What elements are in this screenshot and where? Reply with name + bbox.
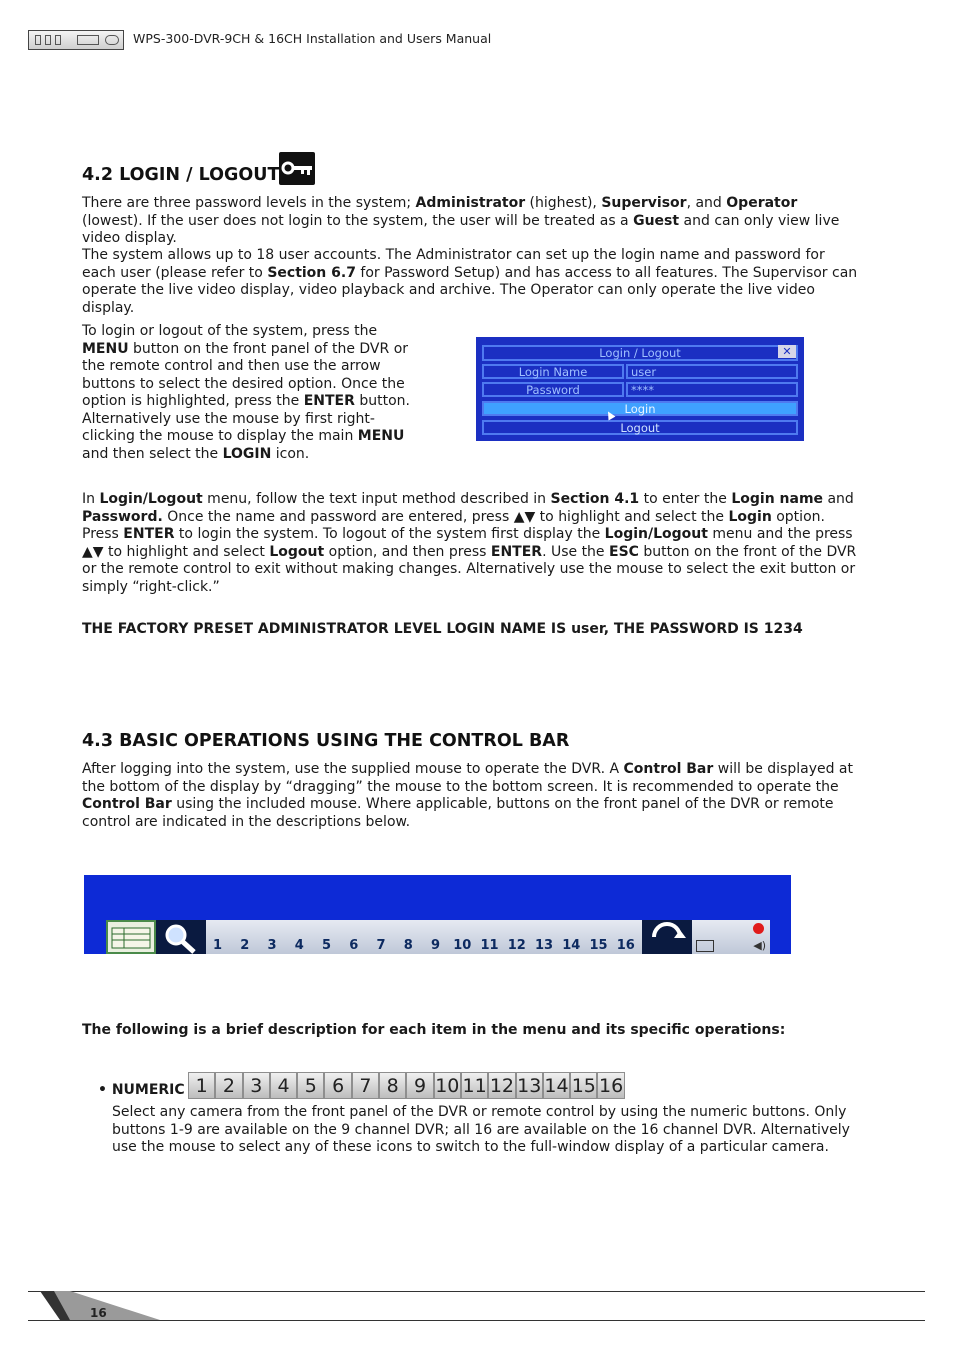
close-icon[interactable]: ✕ xyxy=(778,345,796,358)
control-bar-channel-12[interactable]: 12 xyxy=(507,938,526,953)
control-bar-channel-15[interactable]: 15 xyxy=(589,938,608,953)
login-name-field[interactable]: user xyxy=(626,364,798,379)
page-number: 16 xyxy=(90,1306,107,1320)
numeric-button-11[interactable]: 11 xyxy=(461,1072,488,1099)
paragraph-user-accounts: The system allows up to 18 user accounts. The Administrator can set up the login name and password for each user (please refer to Section 6.7 for Password Setup) and has access to all features. The Supervisor can operate the live video display, video playback and archive. The Operator can only operate the live video display. xyxy=(82,247,858,316)
control-bar-channel-13[interactable]: 13 xyxy=(535,938,554,953)
login-name-label: Login Name xyxy=(482,364,624,379)
control-bar-channel-9[interactable]: 9 xyxy=(431,938,441,953)
paragraph-password-levels: There are three password levels in the system; Administrator (highest), Supervisor, and Operator (lowest). If the user does not login to the system, the user will be treated as a Guest and can only view live video display. xyxy=(82,195,840,246)
section-title-login-logout: 4.2 LOGIN / LOGOUT xyxy=(82,165,280,185)
paragraph-control-bar-intro: After logging into the system, use the supplied mouse to operate the DVR. A Control Bar will be displayed at the bottom of the display by “dragging” the mouse to the bottom screen. It is recommended to operate the Control Bar using the included mouse. Where applicable, buttons on the front panel of the DVR or remote control are indicated in the descriptions below. xyxy=(82,761,853,830)
control-bar-channel-1[interactable]: 1 xyxy=(213,938,223,953)
numeric-label: • NUMERIC xyxy=(98,1082,185,1098)
factory-preset-notice: THE FACTORY PRESET ADMINISTRATOR LEVEL LOGIN NAME IS user, THE PASSWORD IS 1234 xyxy=(82,621,803,637)
dvr-thumbnail-image xyxy=(28,30,124,50)
numeric-button-13[interactable]: 13 xyxy=(516,1072,543,1099)
password-label: Password xyxy=(482,382,624,397)
manual-title: WPS-300-DVR-9CH & 16CH Installation and Users Manual xyxy=(133,31,492,46)
control-bar-channel-3[interactable]: 3 xyxy=(267,938,277,953)
numeric-button-1[interactable]: 1 xyxy=(188,1072,215,1099)
numeric-button-9[interactable]: 9 xyxy=(406,1072,433,1099)
control-bar-channel-14[interactable]: 14 xyxy=(562,938,581,953)
numeric-button-5[interactable]: 5 xyxy=(297,1072,324,1099)
key-icon xyxy=(279,152,315,185)
menu-list-icon[interactable] xyxy=(106,920,156,954)
numeric-button-10[interactable]: 10 xyxy=(434,1072,461,1099)
numeric-button-4[interactable]: 4 xyxy=(270,1072,297,1099)
dialog-title: Login / Logout xyxy=(482,345,798,361)
control-bar-channel-10[interactable]: 10 xyxy=(453,938,472,953)
channel-number-strip xyxy=(206,920,642,954)
rotate-arrows-icon[interactable] xyxy=(642,920,692,954)
login-button[interactable]: Login xyxy=(482,401,798,416)
password-field[interactable]: **** xyxy=(626,382,798,397)
description-lead: The following is a brief description for each item in the menu and its specific operations: xyxy=(82,1022,786,1038)
record-icon[interactable] xyxy=(753,923,764,934)
monitor-icon[interactable] xyxy=(696,940,714,952)
paragraph-login-procedure: To login or logout of the system, press the MENU button on the front panel of the DVR or the remote control and then use the arrow buttons to select the desired option. Once the option is highlighted, press the ENTER button. Alternatively use the mouse by first right-clicking the mouse to display the main MENU and then select the LOGIN icon. xyxy=(82,323,410,462)
numeric-button-3[interactable]: 3 xyxy=(243,1072,270,1099)
numeric-button-14[interactable]: 14 xyxy=(543,1072,570,1099)
numeric-button-15[interactable]: 15 xyxy=(570,1072,597,1099)
control-bar-channel-11[interactable]: 11 xyxy=(480,938,499,953)
control-bar-channel-5[interactable]: 5 xyxy=(322,938,332,953)
footer-rule-top xyxy=(28,1291,925,1292)
numeric-button-16[interactable]: 16 xyxy=(597,1072,624,1099)
control-bar-channel-6[interactable]: 6 xyxy=(349,938,359,953)
login-logout-dialog xyxy=(476,337,804,441)
speaker-icon[interactable]: ◀) xyxy=(753,939,766,952)
control-bar-channel-7[interactable]: 7 xyxy=(376,938,386,953)
logout-button[interactable]: Logout xyxy=(482,420,798,435)
control-bar xyxy=(106,920,770,954)
search-icon[interactable] xyxy=(156,920,206,954)
record-audio-controls[interactable] xyxy=(692,920,770,954)
numeric-description: Select any camera from the front panel of the DVR or remote control by using the numeric buttons. Only buttons 1-9 are available on the 9 channel DVR; all 16 are available on the 16 channel DVR. Alternatively use the mouse to select any of these icons to switch to the full-window display of a particular camera. xyxy=(112,1104,850,1155)
numeric-button-6[interactable]: 6 xyxy=(324,1072,351,1099)
control-bar-channel-8[interactable]: 8 xyxy=(403,938,413,953)
numeric-button-7[interactable]: 7 xyxy=(352,1072,379,1099)
numeric-buttons xyxy=(188,1072,625,1099)
numeric-button-12[interactable]: 12 xyxy=(488,1072,515,1099)
paragraph-login-menu: In Login/Logout menu, follow the text input method described in Section 4.1 to enter the Login name and Password. Once the name and password are entered, press ▲▼ to highlight and select the Login option. Press ENTER to login the system. To logout of the system first display the Login/Logout menu and the press ▲▼ to highlight and select Logout option, and then press ENTER. Use the ESC button on the front of the DVR or the remote control to exit without making changes. Alternatively use the mouse to select the exit button or simply “right-click.” xyxy=(82,491,857,595)
numeric-button-8[interactable]: 8 xyxy=(379,1072,406,1099)
control-bar-channel-4[interactable]: 4 xyxy=(294,938,304,953)
control-bar-channel-16[interactable]: 16 xyxy=(616,938,635,953)
section-title-control-bar: 4.3 BASIC OPERATIONS USING THE CONTROL BAR xyxy=(82,731,570,751)
numeric-button-2[interactable]: 2 xyxy=(215,1072,242,1099)
control-bar-channel-2[interactable]: 2 xyxy=(240,938,250,953)
footer-rule-bottom xyxy=(28,1320,925,1321)
